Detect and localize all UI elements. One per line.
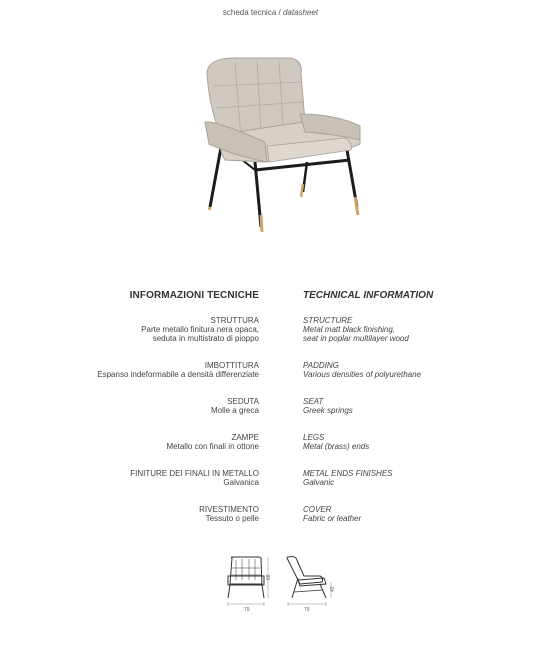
section-title: IMBOTTITURA <box>204 361 259 370</box>
dimension-drawings <box>222 554 342 614</box>
section-line: Metal (brass) ends <box>303 442 370 451</box>
page-header <box>0 8 541 17</box>
section-line: Metallo con finali in ottone <box>166 442 259 451</box>
section-line: seat in poplar multilayer wood <box>303 334 409 343</box>
section-line: Molle a greca <box>210 406 259 415</box>
side-view-drawing <box>287 557 326 598</box>
section-line: Tessuto o pelle <box>205 514 259 523</box>
section-cover-en <box>303 505 503 523</box>
section-title: PADDING <box>303 361 339 370</box>
section-structure-en <box>303 316 503 343</box>
section-title: FINITURE DEI FINALI IN METALLO <box>130 469 259 478</box>
section-title: RIVESTIMENTO <box>199 505 259 514</box>
section-line: seduta in multistrato di pioppo <box>152 334 259 343</box>
header-english: datasheet <box>282 8 319 17</box>
section-title: METAL ENDS FINISHES <box>303 469 393 478</box>
armchair-photo <box>195 52 370 237</box>
section-title: STRUTTURA <box>210 316 259 325</box>
section-seat-en <box>303 397 503 415</box>
section-title: SEDUTA <box>227 397 259 406</box>
title-english: TECHNICAL INFORMATION <box>303 290 434 301</box>
side-depth-label: 79 <box>304 607 310 613</box>
section-line: Espanso indeformabile a densità differenziate <box>97 370 259 379</box>
section-line: Various densities of polyurethane <box>303 370 421 379</box>
side-seat-label: 42 <box>330 586 336 592</box>
section-padding-en <box>303 361 503 379</box>
section-line: Parte metallo finitura nera opaca, <box>141 325 259 334</box>
section-finishes-it <box>9 469 259 487</box>
section-padding-it <box>9 361 259 379</box>
section-title: COVER <box>303 505 332 514</box>
section-line: Metal matt black finishing, <box>303 325 396 334</box>
title-italian: INFORMAZIONI TECNICHE <box>129 290 259 301</box>
section-structure-it <box>9 316 259 343</box>
section-title: LEGS <box>303 433 325 442</box>
section-line: Galvanic <box>303 478 335 487</box>
front-height-label: 88 <box>266 574 272 580</box>
section-finishes-en <box>303 469 503 487</box>
section-line: Fabric or leather <box>303 514 362 523</box>
front-view-drawing <box>228 557 264 598</box>
section-legs-it <box>9 433 259 451</box>
header-italian: scheda tecnica / <box>222 8 283 17</box>
section-title: SEAT <box>303 397 324 406</box>
section-seat-it <box>9 397 259 415</box>
section-title: STRUCTURE <box>303 316 353 325</box>
section-cover-it <box>9 505 259 523</box>
section-line: Greek springs <box>303 406 353 415</box>
section-legs-en <box>303 433 503 451</box>
front-width-label: 79 <box>244 607 250 613</box>
section-title: ZAMPE <box>231 433 259 442</box>
section-line: Galvanica <box>223 478 259 487</box>
